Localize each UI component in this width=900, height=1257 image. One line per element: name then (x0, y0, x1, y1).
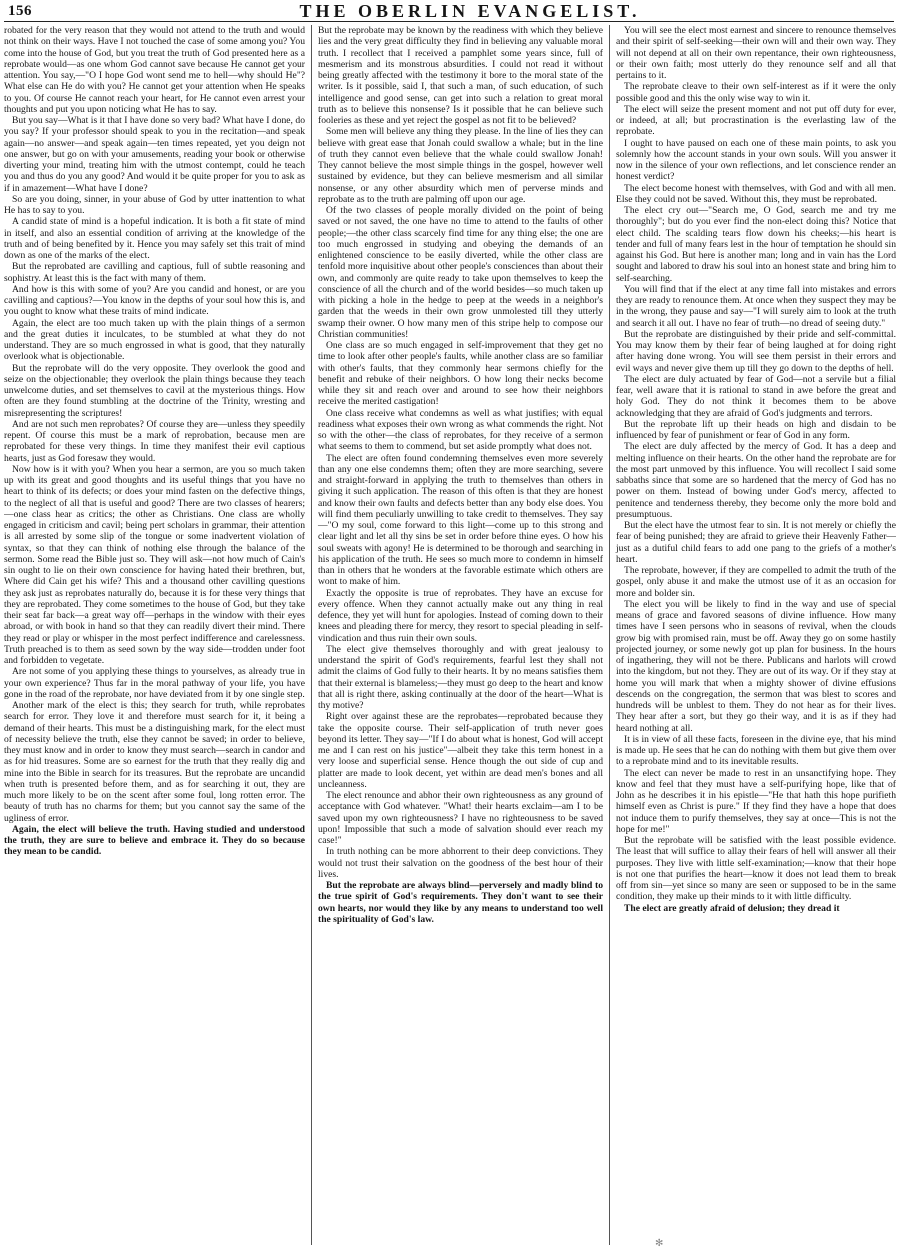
text-columns (4, 25, 896, 1245)
paragraph: Are not some of you applying these things to yourselves, as already true in your own experience? Thus far in the moral pathway of your life, you have gone in the road of the reprobate, nor have deviated from it by one single step. (4, 666, 305, 700)
paragraph: I ought to have paused on each one of these main points, to ask you solemnly how the account stands in your own souls. Will you answer it now in the silence of your own reflections, and let conscience render an honest verdict? (616, 137, 896, 183)
paragraph: A candid state of mind is a hopeful indication. It is both a fit state of mind in itself, and also an essential condition of arriving at the knowledge of the truth and of being benefited by it. Hence you may safely set this trait of mind down as one of the marks of the elect. (4, 216, 305, 261)
paragraph: The elect cry out—"Search me, O God, search me and try me thoroughly"; but do you ever find the non-elect doing this? Notice that elect child. The scalding tears flow down his cheeks;—his heart is tender and full of many fears lest in the hour of temptation he should sin against his God. But here is another man; long and in vain has the Lord sought and labored to draw his soul into an honest state and bring him to self-searching. (616, 205, 896, 284)
paragraph: But the reprobate are always blind—perversely and madly blind to the true spirit of God's requirements. They don't want to see their own hearts, nor would they like by any means to understand too well the spirituality of God's law. (318, 880, 603, 925)
paragraph: The reprobate cleave to their own self-interest as if it were the only possible good and this the only wise way to win it. (616, 81, 896, 104)
paragraph: The elect are often found condemning themselves even more severely than any one else condemns them; often they are more searching, severe and straight-forward in applying the truth to themselves than others in giving it such application. The reason of this often is that they are honest and know their own faults and defects better than any body else does. You will find them peculiarly unwilling to take credit to themselves. They say—"O my soul, come forward to this light—come up to this strong and clear light and let all thy sins be set in order before thine eyes. O how his soul sweats with agony! He is determined to be thorough and searching in his application of the truth. He sees so much more to condemn in himself than in others that he wonders at the favorable estimate which others are wont to make of him. (318, 452, 603, 588)
paragraph: But you say—What is it that I have done so very bad? What have I done, do you say? If your professor should speak to you in the recitation—and speak again—no answer—and speak again—ten times repeated, yet you deign not one answer, but go on with your amusements, reading your book or otherwise diverting your mind, treating him with the utmost contempt, could he teach you and thus do you any good? And would it be quite proper for you to ask as if in amazement—What have I done? (4, 115, 305, 194)
paragraph: But the reprobate will be satisfied with the least possible evidence. The least that will suffice to allay their fears of hell will answer all their purposes. They live with little self-examination;—know that their hope is not one that purifies the heart—know it does not lead them to break off from sin—yet since so many are seen or supposed to be in the same condition, they make up their minds to it with little difficulty. (616, 835, 896, 903)
paragraph: Again, the elect will believe the truth. Having studied and understood the truth, they are sure to believe and embrace it. They do so because they mean to be candid. (4, 823, 305, 858)
paragraph: And how is this with some of you? Are you candid and honest, or are you cavilling and captious?—You know in the depths of your soul how this is, and you ought to know what these traits of mind indicate. (4, 283, 305, 318)
paragraph: But the reprobate are distinguished by their pride and self-committal. You may know them by their fear of being laughed at for doing right after having done wrong. You will see them persist in their errors and evil ways and never give them up till they go down to the depths of hell. (616, 328, 896, 374)
paragraph: The elect become honest with themselves, with God and with all men. Else they could not be saved. Without this, they must be reprobated. (616, 182, 896, 205)
paragraph: One class are so much engaged in self-improvement that they get no time to look after other people's faults, while another class are so familiar with other's faults, that they commonly hear sermons chiefly for the benefit and rebuke of their neighbors. O how long their necks become while they sit and reach over and around to see how their neighbors receive the merited castigation! (318, 340, 603, 408)
decorative-ornament: ✻ (655, 1238, 664, 1249)
column-1 (4, 25, 311, 1245)
masthead-title: THE OBERLIN EVANGELIST. (299, 1, 641, 21)
header-rule (4, 21, 894, 22)
paragraph: The elect will seize the present moment and not put off duty for ever, or indeed, at all; but procrastination is the everlasting law of the reprobate. (616, 103, 896, 138)
paragraph: The elect are duly actuated by fear of God—not a servile but a filial fear, well aware that it is rational to stand in awe before the great and holy God. They do not think it becomes them to be above acknowledging that they are afraid of God's judgments and terrors. (616, 373, 896, 419)
paragraph: But the reprobate lift up their heads on high and disdain to be influenced by fear of punishment or fear of God in any form. (616, 418, 896, 441)
paragraph: You will see the elect most earnest and sincere to renounce themselves and their spirit of self-seeking—their own will and their own way. They will not depend at all on their own repentance, their own righteousness, or their own faith; most utterly do they renounce self and all that pertains to it. (616, 25, 896, 81)
paragraph: Exactly the opposite is true of reprobates. They have an excuse for every offence. When they cannot actually make out any thing in real defence, they yet will hunt for apologies. Instead of coming down to their knees and pleading there for mercy, they resort to special pleading in self-vindication and thus ruin their own souls. (318, 587, 603, 644)
column-2 (311, 25, 609, 1245)
page-number: 156 (8, 3, 32, 19)
paragraph: The reprobate, however, if they are compelled to admit the truth of the gospel, only abuse it and make the utmost use of it as an occasion for more and bolder sin. (616, 565, 896, 599)
paragraph: The elect renounce and abhor their own righteousness as any ground of acceptance with God whatever. "What! their hearts exclaim—am I to be saved upon my own righteousness? I have no righteousness to be saved upon! Impossible that such a mode of salvation should ever reach my case!" (318, 790, 603, 846)
paragraph: The elect you will be likely to find in the way and use of special means of grace and favored seasons of divine influence. How many times have I seen persons who in seasons of revival, when the clouds grow big with promised rain, must be off. Away they go on some hastily projected journey, or some newly got up plan for business. In the hours of ingathering, they will not be there. Publicans and harlots will crowd into the kingdom, but not they. They are out of its way. Or if they stay at home you will mark that when a mighty shower of divine effusions descends on the congregation, the sermon that was blest to scores and hundreds will be unblest to them. They do not hear as for their lives. They hear after a sort, but they go their way, and it is as if they had heard nothing at all. (616, 598, 896, 734)
paragraph: The elect give themselves thoroughly and with great jealousy to understand the spirit of God's requirements, fearful lest they shall not admit the claims of God fully to their hearts. It by no means satisfies them that their external is blameless;—they must go deep to the heart and know that all is right there, asking continually at the door of the heart—What is thy motive? (318, 643, 603, 711)
paragraph: Another mark of the elect is this; they search for truth, while reprobates search for error. They love it and therefore must search for it, it being a demand of their hearts. This must be a distinguishing mark, for the elect must of necessity believe the truth, else they cannot be saved; in order to believe, they must know and in order to know they must search—search in candor and as for hid treasures. Some are so earnest for the truth that they really dig and mine into the Bible in search for its treasures. But the reprobate are uncandid when truth is presented before them, and as for searching it out, they are much more likely to be on the scent after some foul, long rotten error. The beauty of truth has no charms for them; but you cannot say the same of the ugliness of error. (4, 700, 305, 824)
paragraph: And are not such men reprobates? Of course they are—unless they speedily repent. Of course this must be a mark of reprobation, because men are reprobated for these very things. In time they manifest their evil captious hearts, just as God foresaw they would. (4, 418, 305, 464)
paragraph: Right over against these are the reprobates—reprobated because they take the opposite course. Their self-application of truth never goes beyond its letter. They say—"If I do about what is honest, God will accept me and I can rest on his justice"—albeit they take this term honest in a very loose and superficial sense. Hence though the out side of cup and platter are made to look decent, yet within are dead men's bones and all uncleanness. (318, 711, 603, 790)
paragraph: The elect are duly affected by the mercy of God. It has a deep and melting influence on their hearts. On the other hand the reprobate are for the most part unmoved by this influence. You will recollect I said some sabbaths since that some are so hardened that the mercy of God has no power on them. Instead of bowing under God's mercy, affected to penitence and tenderness thereby, they become only the more bold and presumptuous. (616, 441, 896, 520)
paragraph: Now how is it with you? When you hear a sermon, are you so much taken up with its great and good thoughts and its useful things that you have no heart to think of its defects; or does your mind fasten on the defective things, to the neglect of all that is useful and good? There are two classes of hearers;—one class hear as critics; the other as Christians. One class are wholly engaged in criticism and cavil; being pert scholars in grammar, their attention is all arrested by some slip of the tongue or some inadvertent violation of syntax, so that they can think of nothing else through the balance of the sermon. Some read the Bible just so. They will ask—not how much of Cain's sin ought to lie on their own conscience for having hated their brethren, but, Where did Cain get his wife? This and a thousand other cavilling questions they ask just as reprobates naturally do, because it is for these very things that they are reprobated. They come sometimes to the house of God, but they take their seat far back—a great way off—perhaps in the window with their eyes abroad, or with book in hand so that they can readily divert their mind. There they read or play or whisper in the most perfect indifference and carelessness. Truth preached is to them as seed sown by the way side—trodden under foot and forbidden to vegetate. (4, 463, 305, 666)
paragraph: Some men will believe any thing they please. In the line of lies they can believe with great ease that Jonah could swallow a whale; but in the line of truth they cannot even believe that the whale could swallow Jonah! They cannot believe the most simple things in the gospel, however well sustained by evidence, but they can believe mesmerism and all similar nonsense, or any other absurdity which men of perverse minds and reprobate as to the truth are palming off upon our age. (318, 126, 603, 205)
paragraph: Of the two classes of people morally divided on the point of being saved or not saved, the one have no time to attend to the faults of other people;—the other class scarcely find time for any thing else; the one are too much engrossed in studying and obeying the demands of an enlightened conscience to be easily diverted, while the other class are tenfold more inquisitive about other people's consciences than about their own, and commonly are quite ready to take upon themselves to keep the conscience of all the church and of the world besides—so much taken up with picking a hole in the hedge to peep at the weeds in a neighbor's garden that the weeds in their own grow unmolested till they utterly swamp their owner. O how many men of this stripe help to compose our Christian communities! (318, 205, 603, 340)
paragraph: But the reprobate will do the very opposite. They overlook the good and seize on the objectionable; they overlook the plain things because they teach unwelcome duties, and set themselves to cavil at the mysterious things. How often are they found stumbling at the doctrine of the Trinity, wresting and misrepresenting the scriptures! (4, 362, 305, 419)
page-header (0, 0, 900, 22)
paragraph: So are you doing, sinner, in your abuse of God by utter inattention to what He has to say to you. (4, 193, 305, 216)
paragraph: But the elect have the utmost fear to sin. It is not merely or chiefly the fear of being punished; they are afraid to grieve their Heavenly Father—just as a dutiful child fears to add one pang to the griefs of a mother's heart. (616, 520, 896, 565)
paragraph: But the reprobated are cavilling and captious, full of subtle reasoning and sophistry. At least this is the fact with many of them. (4, 261, 305, 284)
paragraph: robated for the very reason that they would not attend to the truth and would not think on their ways. Have I not touched the case of some among you? You come into the house of God, but you treat the truth of God presented here as a reprobate would—as one whom God cannot save because He cannot get your attention. You say,—"O I hope God wont send me to hell—why should He"? What else can He do with you? He cannot get your attention when He speaks to you. Of course He cannot reach your heart, for He cannot even arrest your thoughts and put you upon noticing what He has to say. (4, 25, 305, 115)
paragraph: It is in view of all these facts, foreseen in the divine eye, that his mind is made up. He sees that he can do nothing with them but give them over to a reprobate mind and to its inevitable results. (616, 733, 896, 768)
paragraph: One class receive what condemns as well as what justifies; with equal readiness what exposes their own wrong as what commends the right. Not so with the other—the class of reprobates, for they receive of a sermon what seems to them to commend, but set aside promptly what does not. (318, 407, 603, 453)
paragraph: You will find that if the elect at any time fall into mistakes and errors they are ready to renounce them. At once when they suspect they may be in the wrong, they pause and say—"I will surely aim to look at the truth and search it all out. I have no fear of truth—no dread of seeing duty." (616, 283, 896, 329)
paragraph: Again, the elect are too much taken up with the plain things of a sermon and the great duties it inculcates, to be stumbled at what they do not understand. They are so much engrossed in what is good, that they naturally overlook what is objectionable. (4, 317, 305, 363)
column-3 (609, 25, 896, 1245)
paragraph: The elect are greatly afraid of delusion; they dread it (624, 902, 840, 914)
paragraph: In truth nothing can be more abhorrent to their deep convictions. They would not trust their salvation on the goodness of the best hour of their lives. (318, 846, 603, 880)
paragraph: The elect can never be made to rest in an unsanctifying hope. They know and feel that they must have a self-purifying hope, like that of John as he describes it in his epistle—"He that hath this hope purifieth himself even as Christ is pure." If they find they have a hope that does not induce them to purify themselves, they say at once—This is not the hope for me!" (616, 767, 896, 835)
paragraph: But the reprobate may be known by the readiness with which they believe lies and the very great difficulty they find in believing any valuable moral truth. I recollect that I received a pamphlet some years since, full of mesmerism and its monstrous absurdities. I could not read it without being greatly affected with the testimony it bore to the moral state of the writer. Is it possible, said I, that such a man, of such education, of such intelligence and good sense, can get into such a relation to great moral truth as to believe this nonsense? Is it possible that he can believe such fooleries as these and yet reject the gospel as not fit to be believed? (318, 25, 603, 126)
